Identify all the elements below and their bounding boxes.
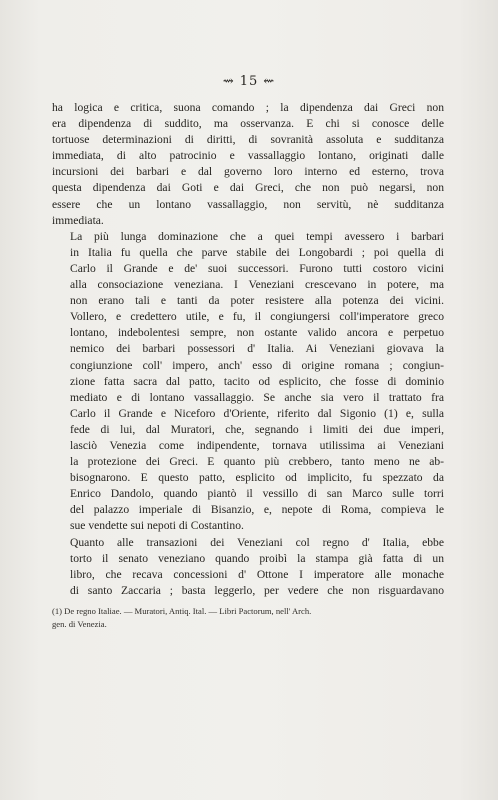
text-line: nemico dei barbari possessori d' Italia. Ai Veneziani giovava la (70, 342, 444, 356)
text-line: alla consociazione veneziana. I Veneziani crescevano in potere, ma (70, 278, 444, 292)
text-line: La più lunga dominazione che a quei tempi avessero i barbari (70, 229, 444, 243)
text-line: ha logica e critica, suona comando ; la dipendenza dai Greci non (52, 101, 444, 114)
text-line: lontano, indebolentesi sempre, non ostante valido ancora e perpetuo (70, 326, 444, 340)
footnote-line: gen. di Venezia. (52, 618, 107, 629)
text-line: in Italia fu quella che parve stabile dei Longobardi ; poi quella di (70, 245, 444, 259)
text-line: del palazzo imperiale di Bisanzio, e, nepote di Roma, compieva le (70, 503, 444, 517)
text-line: Quanto alle transazioni dei Veneziani col regno d' Italia, ebbe (70, 535, 444, 549)
paragraph-2 (52, 229, 444, 535)
text-line: libro, che recava concessioni d' Ottone I imperatore alle monache (70, 567, 444, 581)
text-line: immediata, di alto patrocinio e vassallaggio lontano, originati dalle (52, 149, 444, 163)
text-line: non erano tali e tanti da poter resistere alla potenza dei vicini. (70, 294, 444, 308)
text-line: fede di lui, dal Muratori, che, segnando i limiti dei due imperi, (70, 422, 444, 436)
body-text (52, 100, 444, 599)
text-line: la protezione dei Greci. E quanto più crebbero, tanto meno ne ab- (70, 455, 444, 469)
text-line: incursioni dei barbari e dal governo loro interno ed esterno, trova (52, 165, 444, 179)
text-line: Enrico Dandolo, quando piantò il vessillo di san Marco sulle torri (70, 487, 444, 501)
text-line: congiunzione coll' impero, anch' esso di origine romana ; congiun- (70, 358, 444, 372)
text-line: Vollero, e credettero utile, e fu, il congiungersi coll'imperatore greco (70, 310, 444, 324)
text-line: lasciò Venezia come indipendente, tornava utilissima ai Veneziani (70, 438, 444, 452)
text-line: Carlo il Grande e Niceforo d'Oriente, riferito dal Sigonio (1) e, sulla (70, 406, 444, 420)
text-line: Carlo il Grande e de' suoi successori. Furono tutti costoro vicini (70, 261, 444, 275)
footnote-line: (1) De regno Italiae. — Muratori, Antiq. Ital. — Libri Pactorum, nell' Arch. (52, 606, 312, 616)
paragraph-3 (52, 535, 444, 599)
text-line: immediata. (52, 213, 104, 227)
text-line: sue vendette sui nepoti di Costantino. (70, 519, 244, 533)
paragraph-1 (52, 100, 444, 229)
footnote (52, 605, 444, 630)
text-line: tortuose determinazioni di diritti, di sovranità assoluta e sudditanza (52, 133, 444, 147)
text-line: bisognarono. E questo patto, esplicito od implicito, fu spezzato da (70, 471, 444, 485)
page-number: ⇝ 15 ⇜ (222, 74, 276, 89)
text-line: essere che un lontano vassallaggio, non servitù, nè sudditanza (52, 197, 444, 211)
text-line: questa dipendenza dai Goti e dai Greci, che non può negarsi, non (52, 181, 444, 195)
text-line: era dipendenza di suddito, ma osservanza. E chi si conosce delle (52, 117, 444, 131)
text-line: mediato e di lontano vassallaggio. Se anche sia vero il trattato fra (70, 390, 444, 404)
text-line: torto il senato veneziano quando proibì la stampa già fatta di un (70, 551, 444, 565)
text-line: zione fatta sacra dal patto, tacito od esplicito, che fosse di dominio (70, 374, 444, 388)
text-line: di santo Zaccaria ; basta leggerlo, per vedere che non risguardavano (70, 583, 444, 597)
